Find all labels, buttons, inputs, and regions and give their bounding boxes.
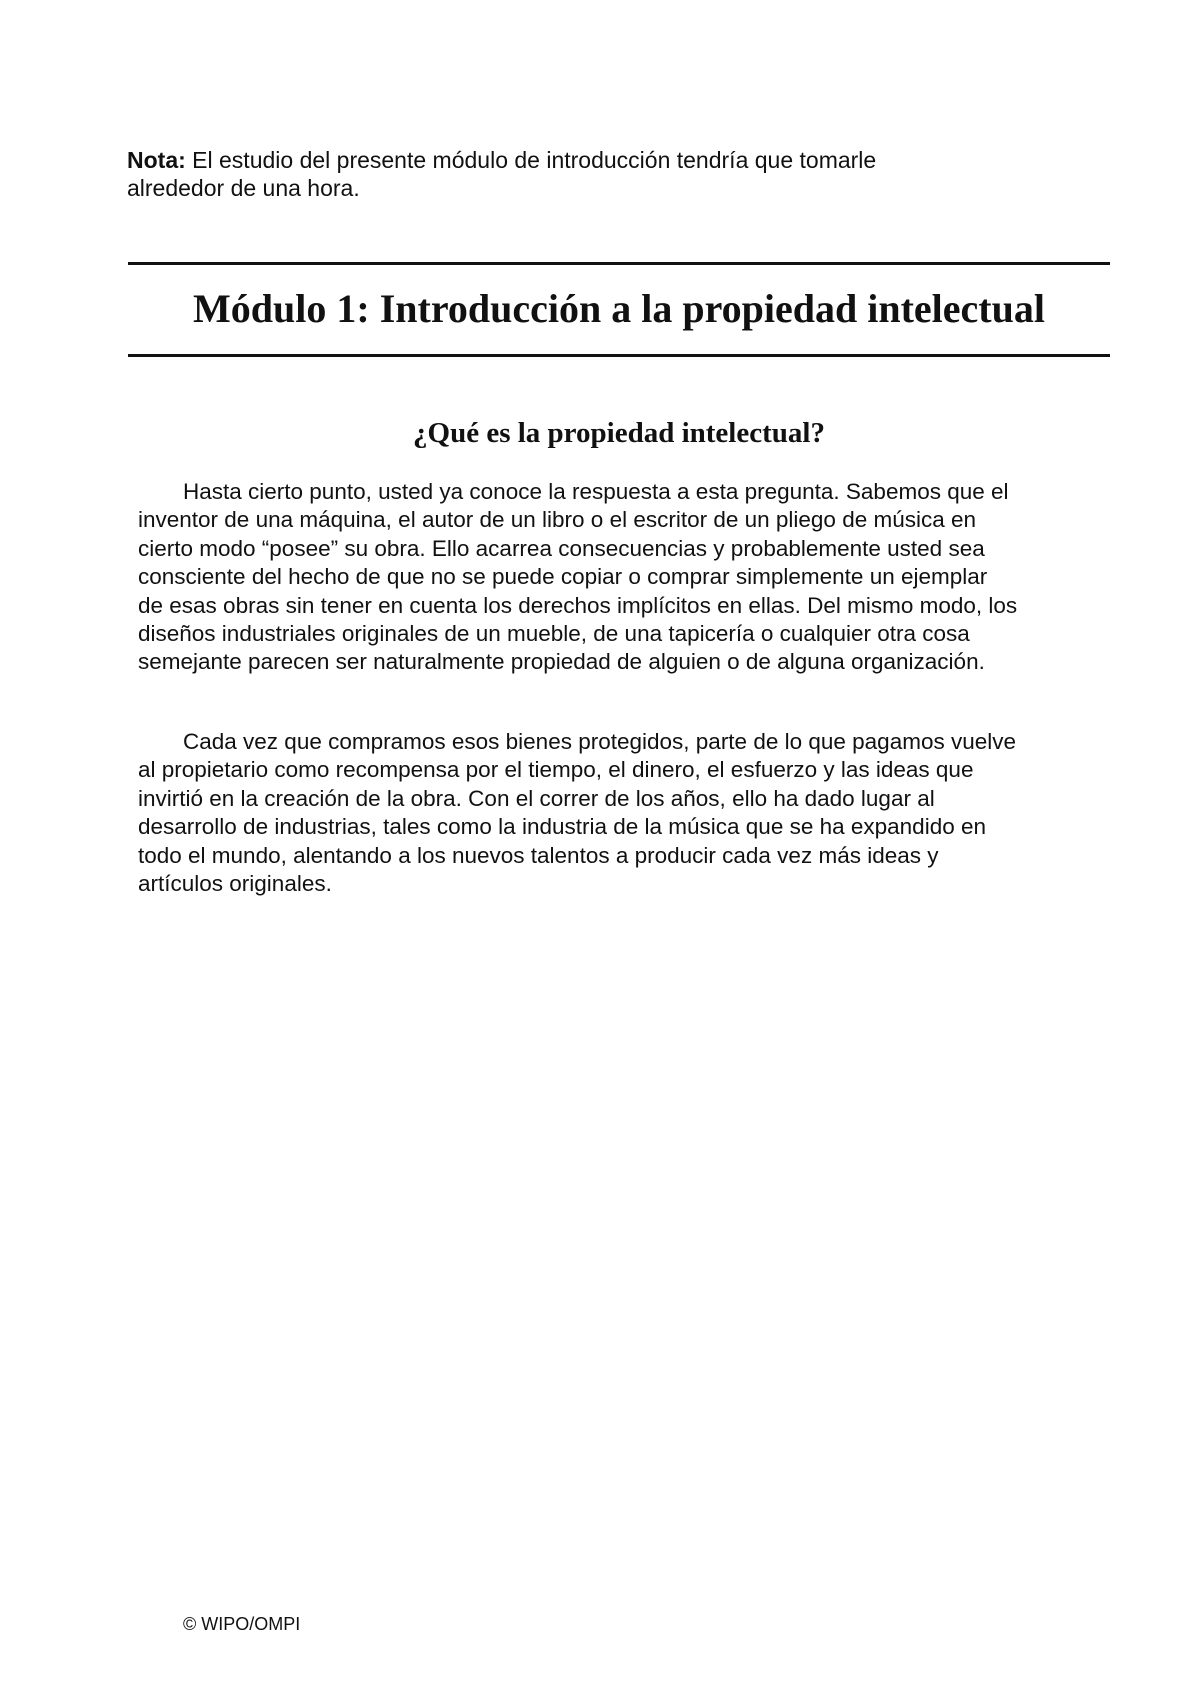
title-bottom-rule	[128, 354, 1110, 357]
footer-copyright: © WIPO/OMPI	[183, 1614, 301, 1634]
study-note	[127, 146, 957, 202]
note-label: Nota:	[127, 147, 186, 173]
body-paragraph-1: Hasta cierto punto, usted ya conoce la respuesta a esta pregunta. Sabemos que el inventor de una máquina, el autor de un libro o el escritor de un pliego de música en cierto modo “posee” su obra. Ello acarrea consecuencias y probablemente usted sea consciente del hecho de que no se puede copiar o comprar simplemente un ejemplar de esas obras sin tener en cuenta los derechos implícitos en ellas. Del mismo modo, los diseños industriales originales de un mueble, de una tapicería o cualquier otra cosa semejante parecen ser naturalmente propiedad de alguien o de alguna organización.	[138, 479, 1018, 675]
body-paragraph-2: Cada vez que compramos esos bienes protegidos, parte de lo que pagamos vuelve al propietario como recompensa por el tiempo, el dinero, el esfuerzo y las ideas que invirtió en la creación de la obra. Con el correr de los años, ello ha dado lugar al desarrollo de industrias, tales como la industria de la música que se ha expandido en todo el mundo, alentando a los nuevos talentos a producir cada vez más ideas y artículos originales.	[138, 729, 1017, 897]
title-top-rule	[128, 262, 1110, 265]
note-text: El estudio del presente módulo de introducción tendría que tomarle alrededor de una hora.	[127, 147, 877, 201]
section-heading: ¿Qué es la propiedad intelectual?	[413, 417, 825, 449]
module-title: Módulo 1: Introducción a la propiedad intelectual	[193, 286, 1045, 331]
